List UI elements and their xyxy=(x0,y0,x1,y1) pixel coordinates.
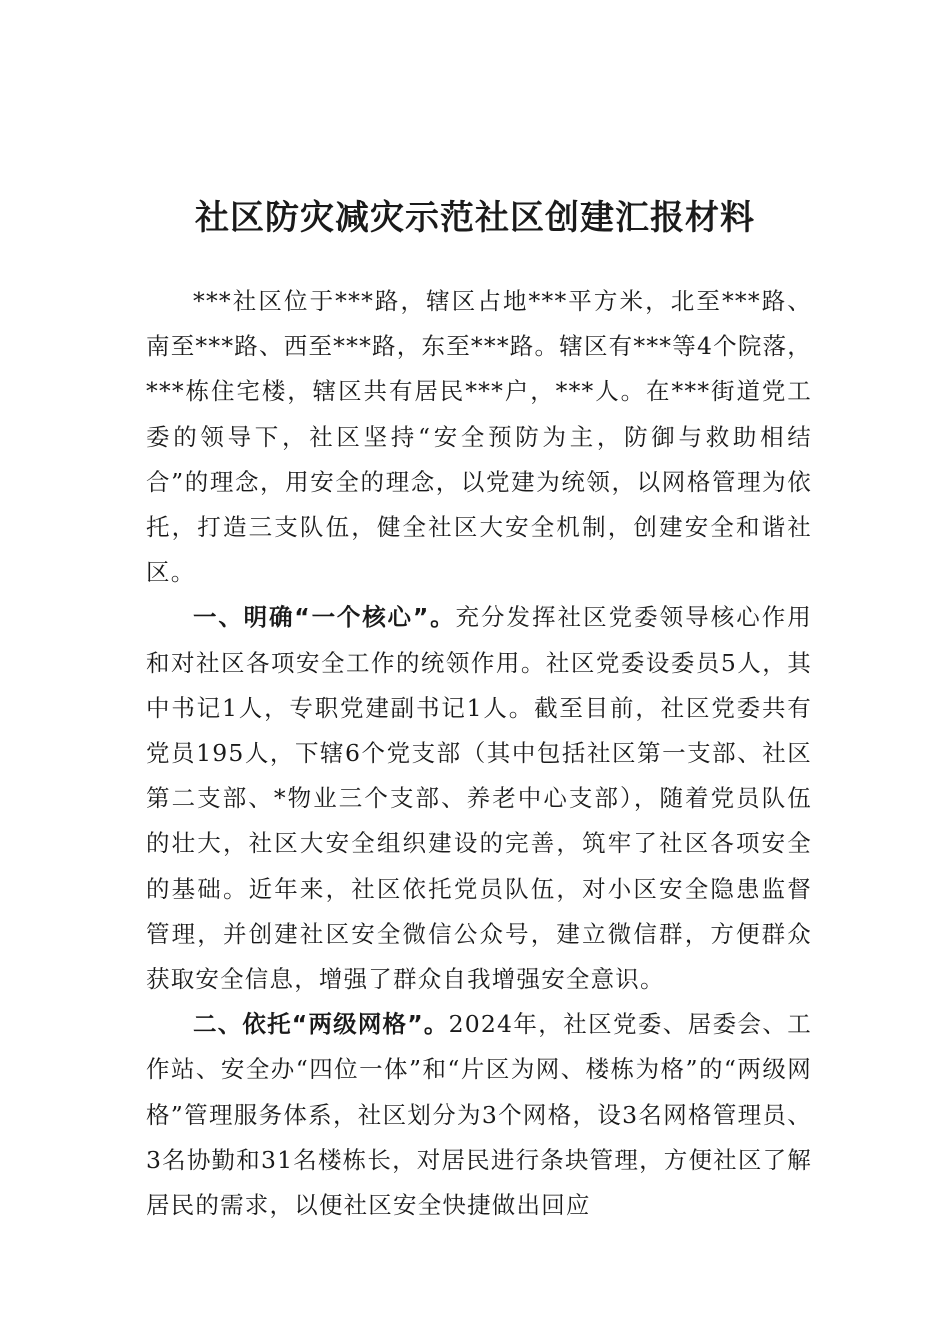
intro-paragraph: ***社区位于***路，辖区占地***平方米，北至***路、南至***路、西至***路，东至***路。辖区有***等4个院落，***栋住宅楼，辖区共有居民***户，***人。在***街道党工委的领导下，社区坚持“安全预防为主，防御与救助相结合”的理念，用安全的理念，以党建为统领，以网格管理为依托，打造三支队伍，健全社区大安全机制，创建安全和谐社区。 xyxy=(146,287,812,587)
section-2-text: 2024年，社区党委、居委会、工作站、安全办“四位一体”和“片区为网、楼栋为格”的“两级网格”管理服务体系，社区划分为3个网格，设3名网格管理员、3名协勤和31名楼栋长，对居民进行条块管理，方便社区了解居民的需求，以便社区安全快捷做出回应 xyxy=(146,1010,812,1220)
section-1-paragraph xyxy=(146,595,812,1002)
section-1-text: 充分发挥社区党委领导核心作用和对社区各项安全工作的统领作用。社区党委设委员5人，其中书记1人，专职党建副书记1人。截至目前，社区党委共有党员195人，下辖6个党支部（其中包括社区第一支部、社区第二支部、*物业三个支部、养老中心支部），随着党员队伍的壮大，社区大安全组织建设的完善，筑牢了社区各项安全的基础。近年来，社区依托党员队伍，对小区安全隐患监督管理，并创建社区安全微信公众号，建立微信群，方便群众获取安全信息，增强了群众自我增强安全意识。 xyxy=(146,603,812,994)
document-title: 社区防灾减灾示范社区创建汇报材料 xyxy=(195,197,755,238)
section-2-heading: 二、依托“两级网格”。 xyxy=(193,1010,449,1039)
section-1-heading: 一、明确“一个核心”。 xyxy=(193,603,456,632)
document-body xyxy=(146,279,812,1228)
section-2-paragraph xyxy=(146,1002,812,1228)
